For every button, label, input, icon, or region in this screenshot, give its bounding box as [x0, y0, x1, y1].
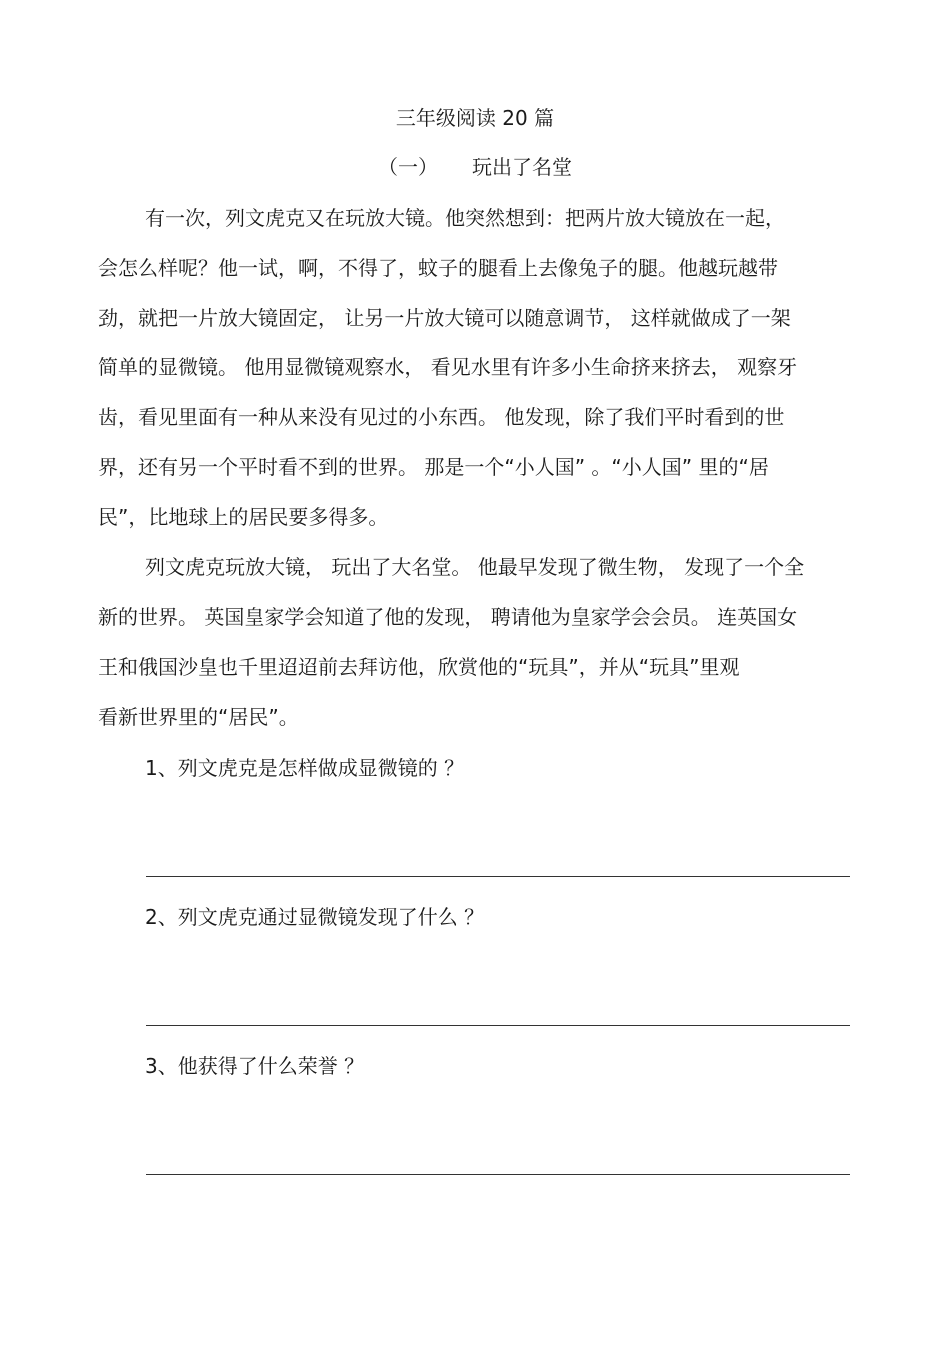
paragraph-1-line-7: 民”，比地球上的居民要多得多。 — [98, 505, 389, 529]
paragraph-2-line-4: 看新世界里的“居民”。 — [98, 705, 299, 729]
section-number: （一） — [378, 155, 438, 179]
paragraph-2-line-2: 新的世界。 英国皇家学会知道了他的发现， 聘请他为皇家学会会员。 连英国女 — [98, 605, 798, 629]
paragraph-1-line-5: 齿，看见里面有一种从来没有见过的小东西。 他发现，除了我们平时看到的世 — [98, 405, 785, 429]
question-1: 1、列文虎克是怎样做成显微镜的 ？ — [145, 756, 465, 780]
answer-line-3 — [146, 1174, 850, 1175]
paragraph-1-line-1: 有一次，列文虎克又在玩放大镜。他突然想到：把两片放大镜放在一起， — [145, 206, 785, 230]
paragraph-1-line-2: 会怎么样呢？他一试，啊，不得了，蚊子的腿看上去像兔子的腿。他越玩越带 — [98, 256, 778, 280]
paragraph-1-line-3: 劲，就把一片放大镜固定， 让另一片放大镜可以随意调节， 这样就做成了一架 — [98, 306, 791, 330]
answer-line-1 — [146, 876, 850, 877]
document-title: 三年级阅读 20 篇 — [395, 106, 555, 130]
paragraph-1-line-4: 简单的显微镜。 他用显微镜观察水， 看见水里有许多小生命挤来挤去， 观察牙 — [98, 355, 798, 379]
section-title: 玩出了名堂 — [472, 155, 572, 179]
paragraph-2-line-3: 王和俄国沙皇也千里迢迢前去拜访他，欣赏他的“玩具”，并从“玩具”里观 — [98, 655, 740, 679]
paragraph-2-line-1: 列文虎克玩放大镜， 玩出了大名堂。 他最早发现了微生物， 发现了一个全 — [145, 555, 805, 579]
section-heading — [0, 153, 950, 181]
paragraph-1-line-6: 界，还有另一个平时看不到的世界。 那是一个“小人国” 。“小人国” 里的“居 — [98, 455, 769, 479]
question-3: 3、他获得了什么荣誉 ？ — [145, 1054, 365, 1078]
question-2: 2、列文虎克通过显微镜发现了什么 ？ — [145, 905, 485, 929]
answer-line-2 — [146, 1025, 850, 1026]
